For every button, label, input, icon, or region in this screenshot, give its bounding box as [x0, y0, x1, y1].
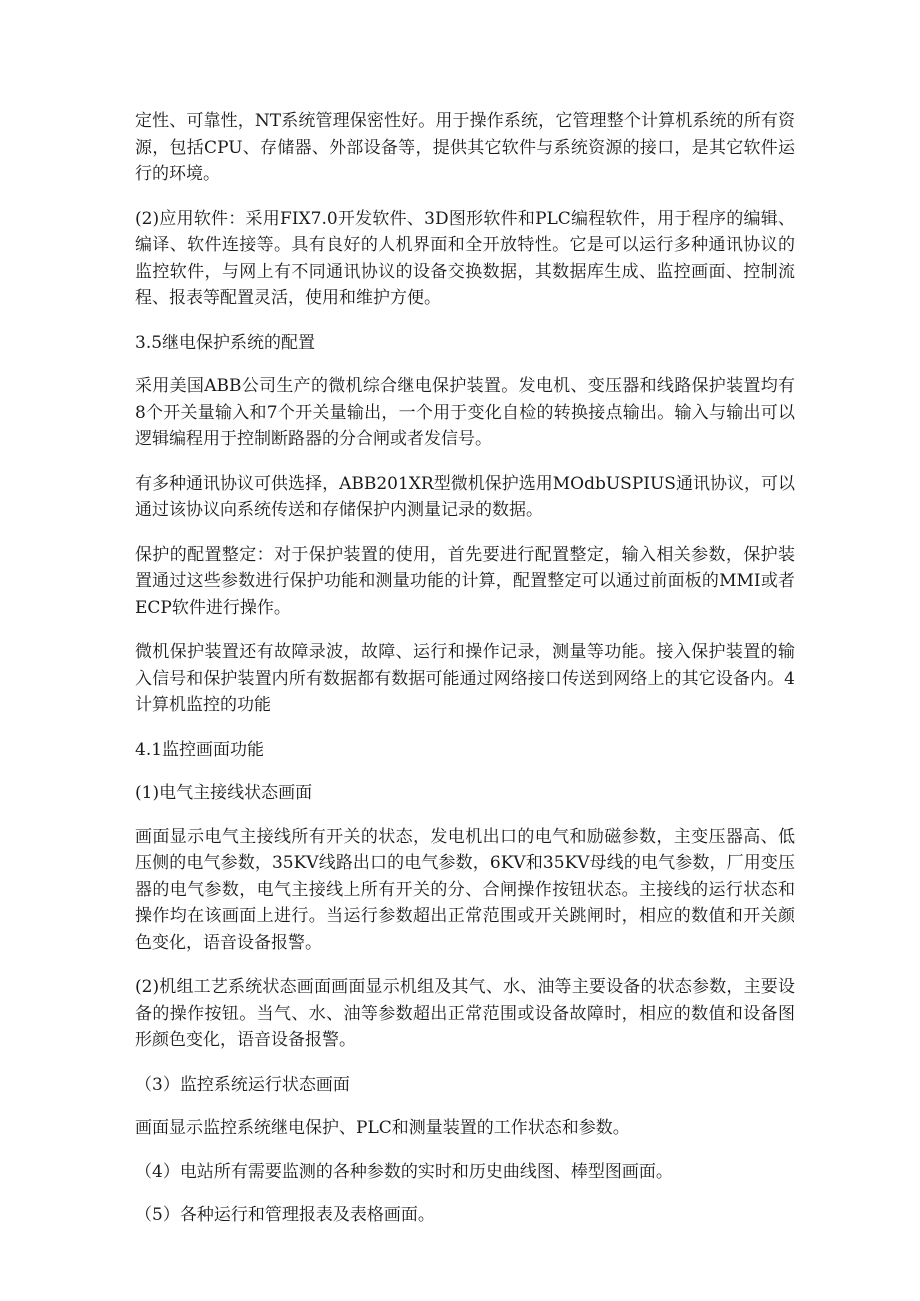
paragraph-os-description: 定性、可靠性，NT系统管理保密性好。用于操作系统，它管理整个计算机系统的所有资源，包括CPU、存储器、外部设备等，提供其它软件与系统资源的接口，是其它软件运行的环境。 [135, 111, 795, 184]
section-heading-4-1: 4.1监控画面功能 [135, 739, 265, 760]
document-page [135, 108, 795, 1246]
paragraph-unit-process-screen: (2)机组工艺系统状态画面画面显示机组及其气、水、油等主要设备的状态参数，主要设备的操作按钮。当气、水、油等参数超出正常范围或设备故障时，相应的数值和设备图形颜色变化，语音设备报警。 [135, 977, 795, 1050]
paragraph-monitoring-status-screen: 画面显示监控系统继电保护、PLC和测量装置的工作状态和参数。 [135, 1118, 630, 1138]
paragraph-application-software: (2)应用软件：采用FIX7.0开发软件、3D图形软件和PLC编程软件，用于程序的编辑、编译、软件连接等。具有良好的人机界面和全开放特性。它是可以运行多种通讯协议的监控软件，与网上有不同通讯协议的设备交换数据，其数据库生成、监控画面、控制流程、报表等配置灵活，使用和维护方便。 [135, 208, 795, 308]
item-reports-tables: （5）各种运行和管理报表及表格画面。 [135, 1205, 435, 1225]
section-heading-3-5: 3.5继电保护系统的配置 [135, 332, 316, 353]
subheading-monitoring-status: （3）监控系统运行状态画面 [135, 1074, 350, 1095]
paragraph-protocols: 有多种通讯协议可供选择，ABB201XR型微机保护选用MOdbUSPIUS通讯协议，可以通过该协议向系统传送和存储保护内测量记录的数据。 [135, 473, 795, 520]
paragraph-abb-protection: 采用美国ABB公司生产的微机综合继电保护装置。发电机、变压器和线路保护装置均有8个开关量输入和7个开关量输出，一个用于变化自检的转换接点输出。输入与输出可以逻辑编程用于控制断路器的分合闸或者发信号。 [135, 376, 795, 449]
subheading-main-wiring: (1)电气主接线状态画面 [135, 783, 313, 803]
item-parameter-curves: （4）电站所有需要监测的各种参数的实时和历史曲线图、棒型图画面。 [135, 1161, 673, 1182]
paragraph-protection-config: 保护的配置整定：对于保护装置的使用，首先要进行配置整定，输入相关参数，保护装置通过这些参数进行保护功能和测量功能的计算，配置整定可以通过前面板的MMI或者ECP软件进行操作。 [135, 544, 795, 618]
paragraph-fault-recording: 微机保护装置还有故障录波，故障、运行和操作记录，测量等功能。接入保护装置的输入信号和保护装置内所有数据都有数据可能通过网络接口传送到网络上的其它设备内。4计算机监控的功能 [135, 642, 795, 715]
paragraph-main-wiring-screen: 画面显示电气主接线所有开关的状态，发电机出口的电气和励磁参数，主变压器高、低压侧的电气参数，35KV线路出口的电气参数，6KV和35KV母线的电气参数，厂用变压器的电气参数，电气主接线上所有开关的分、合闸操作按钮状态。主接线的运行状态和操作均在该画面上进行。当运行参数超出正常范围或开关跳闸时，相应的数值和开关颜色变化，语音设备报警。 [135, 826, 795, 953]
